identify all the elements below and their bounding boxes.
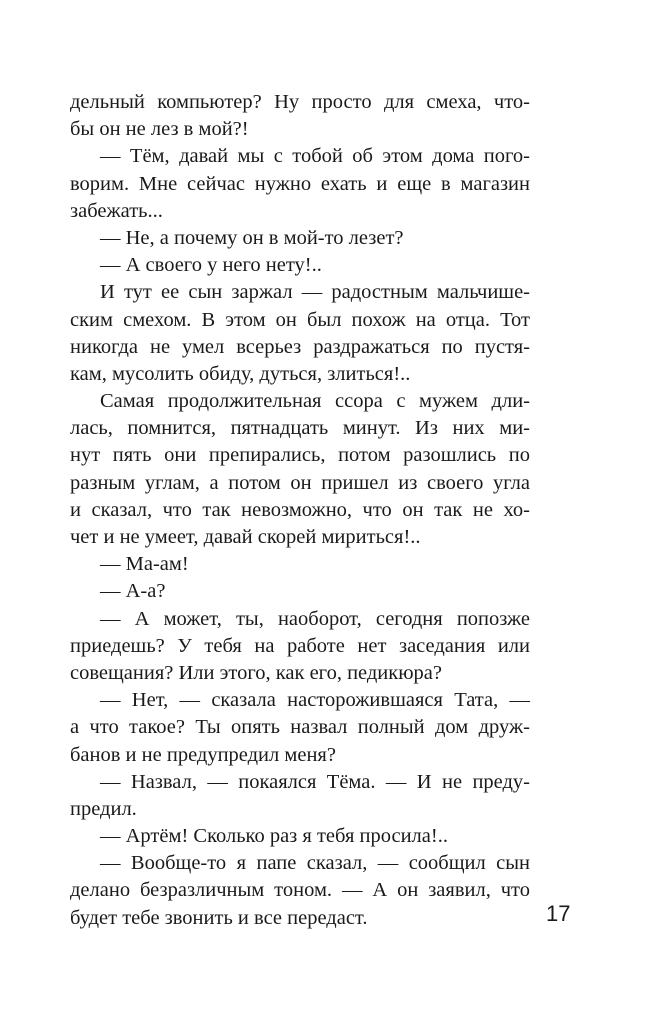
text-line: — А-а? [100, 580, 166, 603]
text-line: забежать... [70, 199, 163, 222]
text-line: приедешь? У тебя на работе нет заседания или [70, 634, 530, 657]
text-line: дельный компьютер? Ну просто для смеха, что- [70, 91, 530, 113]
body-text [70, 89, 530, 932]
text-line: совещания? Или этого, как его, педикюра? [70, 661, 443, 684]
text-line: разным углам, а потом он пришел из своего угла [70, 471, 530, 494]
text-line: — Артём! Сколько раз я тебя просила!.. [100, 825, 448, 848]
text-line: чет и не умеет, давай скорей мириться!.. [70, 526, 421, 548]
text-line: ским смехом. В этом он был похож на отца. Тот [70, 308, 530, 331]
text-line: лась, помнится, пятнадцать минут. Из них ми- [70, 417, 530, 440]
text-line: — Ма-ам! [100, 553, 189, 576]
text-line: — Нет, — сказала насторожившаяся Тата, — [100, 689, 530, 712]
text-line: никогда не умел всерьез раздражаться по пустя- [70, 335, 530, 358]
text-line: нут пять они препирались, потом разошлись по [70, 444, 530, 467]
text-line: кам, мусолить обиду, дуться, злиться!.. [70, 362, 411, 385]
text-line: будет тебе звонить и все передаст. [70, 906, 368, 929]
text-line: — Не, а почему он в мой-то лезет? [100, 226, 404, 249]
text-line: и сказал, что так невозможно, что он так не хо- [70, 498, 530, 521]
text-line: банов и не предупредил меня? [70, 743, 336, 766]
text-line: — А своего у него нету!.. [100, 254, 322, 277]
text-line: — Назвал, — покаялся Тёма. — И не преду- [100, 770, 530, 793]
text-line: ворим. Мне сейчас нужно ехать и еще в магазин [70, 172, 530, 195]
page-number: 17 [546, 901, 571, 926]
text-line: а что такое? Ты опять назвал полный дом друж- [70, 716, 530, 739]
text-line: Самая продолжительная ссора с мужем дли- [100, 390, 530, 413]
text-line: — Тём, давай мы с тобой об этом дома пого- [100, 145, 530, 168]
text-line: делано безразличным тоном. — А он заявил, что [70, 879, 530, 902]
text-line: — Вообще-то я папе сказал, — сообщил сын [100, 852, 530, 875]
text-line: И тут ее сын заржал — радостным мальчише- [100, 281, 530, 304]
text-line: бы он не лез в мой?! [70, 118, 249, 141]
text-line: — А может, ты, наоборот, сегодня попозже [100, 607, 530, 630]
text-line: предил. [70, 797, 137, 820]
